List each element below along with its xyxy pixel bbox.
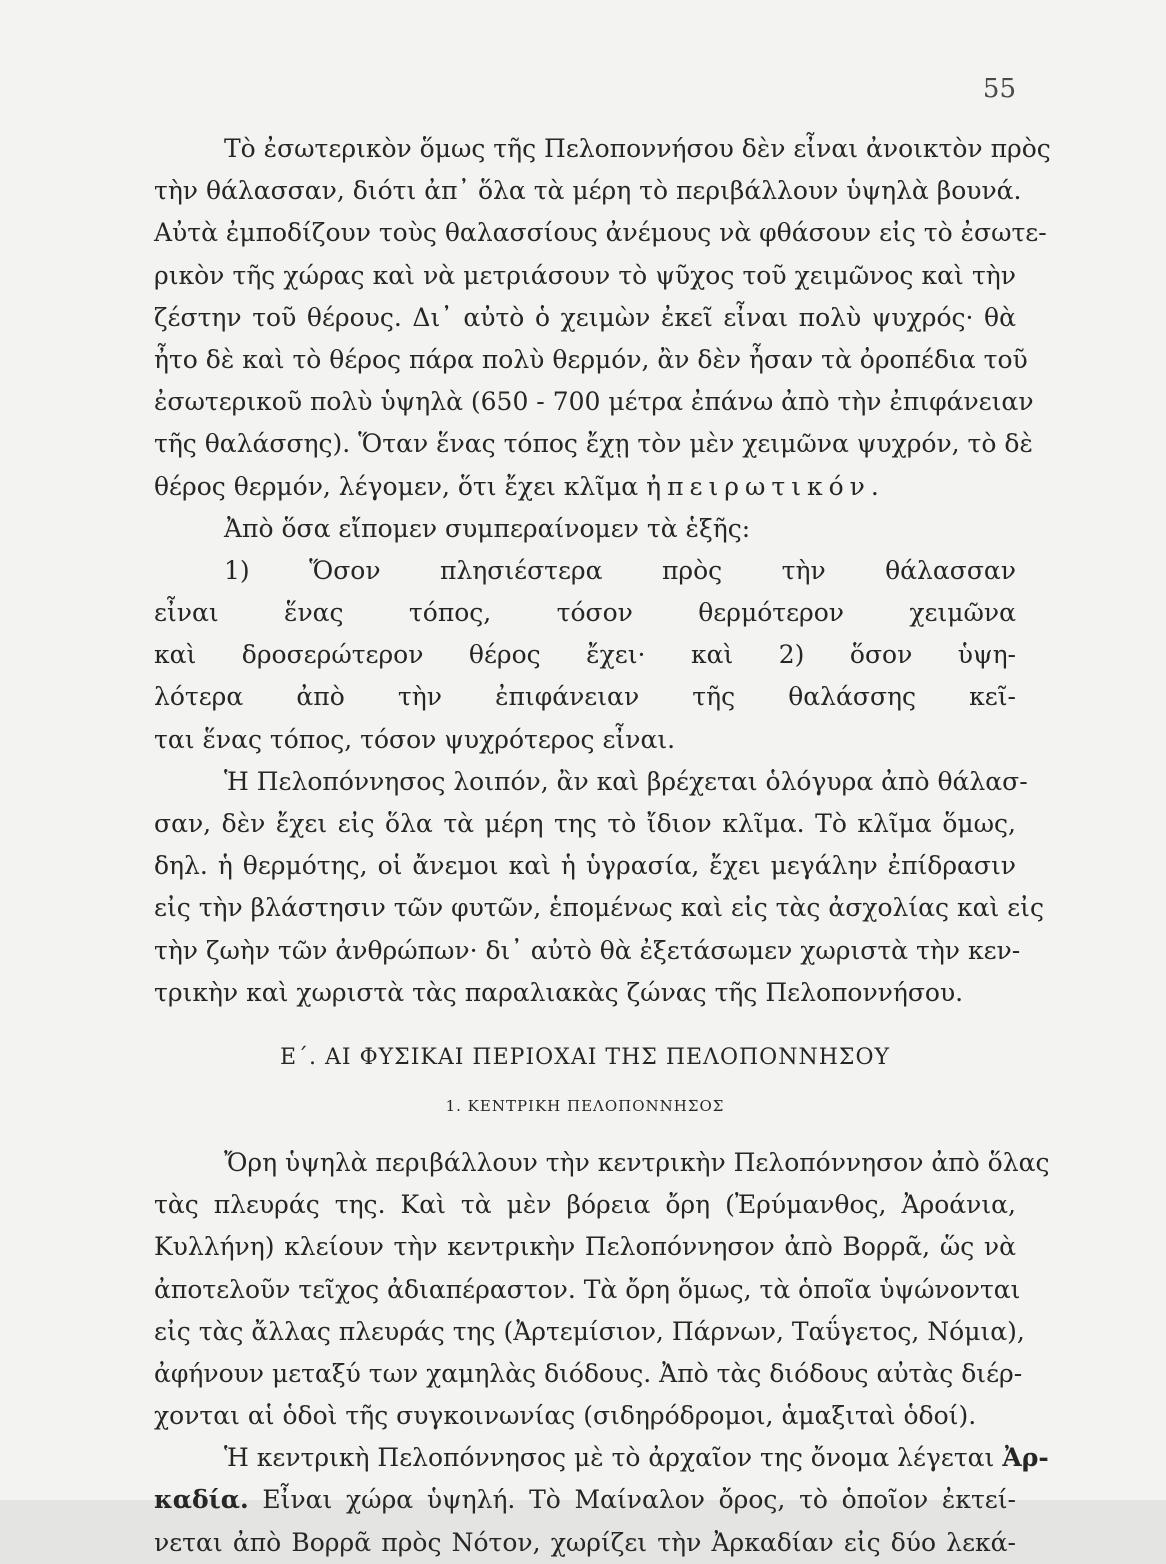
text-line: ἀφήνουν μεταξύ των χαμηλὰς διόδους. Ἀπὸ τὰς διόδους αὐτὰς διέρ- — [154, 1358, 1023, 1388]
page-body — [154, 128, 1051, 1564]
paragraph-arcadia — [154, 1437, 1049, 1564]
spaced-text-line: λότερα ἀπὸ τὴν ἐπιφάνειαν τῆς θαλάσσης κεῖ- — [154, 682, 1016, 712]
text-line: τῆς θαλάσσης). Ὅταν ἕνας τόπος ἔχῃ τὸν μὲν χειμῶνα ψυχρόν, τὸ δὲ — [154, 429, 1033, 459]
text-fragment: Ἡ κεντρικὴ Πελοπόννησος μὲ τὸ ἀρχαῖον της ὄνομα λέγεται — [224, 1443, 995, 1473]
text-line: Ὄρη ὑψηλὰ περιβάλλουν τὴν κεντρικὴν Πελοπόννησον ἀπὸ ὅλας — [224, 1147, 1050, 1177]
text-line: τὰς πλευράς της. Καὶ τὰ μὲν βόρεια ὄρη (Ἐρύμανθος, Ἀροάνια, — [154, 1190, 1016, 1220]
text-line: δηλ. ἡ θερμότης, οἱ ἄνεμοι καὶ ἡ ὑγρασία, ἔχει μεγάλην ἐπίδρασιν — [154, 851, 1016, 881]
spaced-text-line: ται ἕνας τόπος, τόσον ψυχρότερος εἶναι. — [154, 724, 676, 754]
emphasized-term: ἠπειρωτικόν — [646, 471, 871, 501]
text-line: Ἡ Πελοπόννησος λοιπόν, ἂν καὶ βρέχεται ὁλόγυρα ἀπὸ θάλασ- — [224, 766, 1028, 796]
subsection-heading: 1. ΚΕΝΤΡΙΚΗ ΠΕΛΟΠΟΝΝΗΣΟΣ — [445, 1096, 725, 1115]
paragraph-conclusion-intro: Ἀπὸ ὅσα εἴπομεν συμπεραίνομεν τὰ ἑξῆς: — [224, 513, 751, 543]
text-line — [154, 466, 1016, 508]
text-line: Τὸ ἐσωτερικὸν ὅμως τῆς Πελοποννήσου δὲν εἶναι ἀνοικτὸν πρὸς — [224, 134, 1051, 163]
spaced-text-line: καὶ δροσερώτερον θέρος ἔχει· καὶ 2) ὅσον ὑψη- — [154, 640, 1016, 670]
text-line: ρικὸν τῆς χώρας καὶ νὰ μετριάσουν τὸ ψῦχος τοῦ χειμῶνος καὶ τὴν — [154, 260, 1016, 290]
text-line: Αὐτὰ ἐμποδίζουν τοὺς θαλασσίους ἀνέμους νὰ φθάσουν εἰς τὸ ἐσωτε- — [154, 218, 1047, 248]
text-line: εἰς τὰς ἄλλας πλευράς της (Ἀρτεμίσιον, Πάρνων, Ταΰγετος, Νόμια), — [154, 1316, 1025, 1346]
text-line: νεται ἀπὸ Βορρᾶ πρὸς Νότον, χωρίζει τὴν Ἀρκαδίαν εἰς δύο λεκά- — [154, 1527, 1016, 1557]
text-line: ἦτο δὲ καὶ τὸ θέρος πάρα πολὺ θερμόν, ἂν δὲν ἦσαν τὰ ὀροπέδια τοῦ — [154, 344, 1028, 374]
text-fragment: . — [870, 471, 879, 501]
text-line: ζέστην τοῦ θέρους. Δι᾽ αὐτὸ ὁ χειμὼν ἐκεῖ εἶναι πολὺ ψυχρός· θὰ — [154, 302, 1016, 332]
text-line: εἰς τὴν βλάστησιν τῶν φυτῶν, ἑπομένως καὶ εἰς τὰς ἀσχολίας καὶ εἰς — [154, 893, 1044, 923]
spaced-text-line: 1) Ὅσον πλησιέστερα πρὸς τὴν θάλασσαν — [224, 555, 1016, 585]
text-line: τὴν θάλασσαν, διότι ἀπ᾽ ὅλα τὰ μέρη τὸ περιβάλλουν ὑψηλὰ βουνά. — [154, 176, 1022, 206]
text-line: τὴν ζωὴν τῶν ἀνθρώπων· δι᾽ αὐτὸ θὰ ἐξετάσωμεν χωριστὰ τὴν κεν- — [154, 935, 1021, 965]
text-fragment: Εἶναι χώρα ὑψηλή. Τὸ Μαίναλον ὄρος, τὸ ὁποῖον ἐκτεί- — [262, 1485, 1016, 1515]
text-line: τρικὴν καὶ χωριστὰ τὰς παραλιακὰς ζώνας τῆς Πελοποννήσου. — [154, 977, 964, 1007]
page-number: 55 — [982, 74, 1016, 104]
text-line: ἀποτελοῦν τεῖχος ἀδιαπέραστον. Τὰ ὄρη ὅμως, τὰ ὁποῖα ὑψώνονται — [154, 1274, 1021, 1304]
text-line: Κυλλήνη) κλείουν τὴν κεντρικὴν Πελοπόννησον ἀπὸ Βορρᾶ, ὥς νὰ — [154, 1232, 1016, 1262]
paragraph-climate-rules — [154, 550, 1016, 761]
text-line: χονται αἱ ὁδοὶ τῆς συγκοινωνίας (σιδηρόδρομοι, ἁμαξιταὶ ὁδοί). — [154, 1401, 977, 1431]
paragraph-central-mountains — [154, 1142, 1050, 1437]
paragraph-peloponnese-climate — [154, 761, 1044, 1014]
bold-term: Ἀρ- — [1002, 1443, 1049, 1473]
text-line: ἐσωτερικοῦ πολὺ ὑψηλὰ (650 - 700 μέτρα ἐπάνω ἀπὸ τὴν ἐπιφάνειαν — [154, 387, 1034, 417]
text-line — [154, 1479, 1016, 1521]
text-line — [154, 1437, 1049, 1479]
text-line: σαν, δὲν ἔχει εἰς ὅλα τὰ μέρη της τὸ ἴδιον κλῖμα. Τὸ κλῖμα ὅμως, — [154, 809, 1016, 838]
spaced-text-line: εἶναι ἕνας τόπος, τόσον θερμότερον χειμῶνα — [154, 598, 1016, 628]
paragraph-interior-climate — [154, 128, 1051, 508]
section-heading: Ε΄. ΑΙ ΦΥΣΙΚΑΙ ΠΕΡΙΟΧΑΙ ΤΗΣ ΠΕΛΟΠΟΝΝΗΣΟΥ — [279, 1044, 891, 1070]
bold-term: καδία. — [154, 1485, 249, 1515]
text-fragment: θέρος θερμόν, λέγομεν, ὅτι ἔχει κλῖμα — [154, 471, 639, 501]
